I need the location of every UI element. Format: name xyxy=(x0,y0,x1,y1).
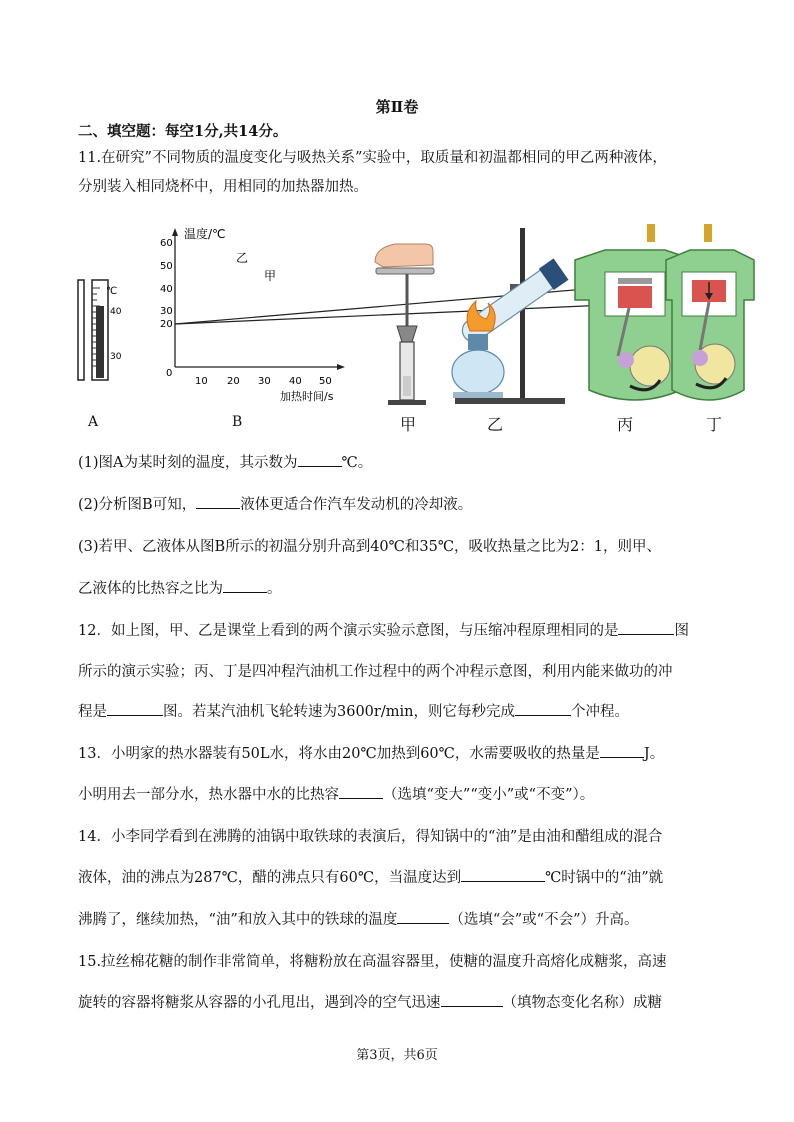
caption-a: A xyxy=(88,414,99,430)
q12-line1: 12．如上图，甲、乙是课堂上看到的两个演示实验示意图，与压缩冲程原理相同的是 图 xyxy=(78,619,689,640)
q12-line3: 程是 图。若某汽油机飞轮转速为3600r/min，则它每秒完成 个冲程。 xyxy=(78,700,629,721)
answer-blank[interactable] xyxy=(107,701,163,716)
q14-line2: 液体，油的沸点为287℃，醋的沸点只有60℃，当温度达到 ℃时锅中的“油”就 xyxy=(78,866,663,887)
answer-blank[interactable] xyxy=(298,452,342,467)
q11-part3-line1: (3)若甲、乙液体从图B所示的初温分别升高到40℃和35℃，吸收热量之比为2：1，则甲、 xyxy=(78,539,661,555)
thermometer-tick-30: 30 xyxy=(110,352,122,362)
xtick-50: 50 xyxy=(319,376,332,387)
caption-yi: 乙 xyxy=(487,415,504,434)
ytick-30: 30 xyxy=(160,306,173,317)
xtick-10: 10 xyxy=(195,376,208,387)
answer-blank[interactable] xyxy=(397,909,449,924)
flame-icon xyxy=(467,301,495,331)
ytick-0: 0 xyxy=(166,368,173,379)
ytick-40: 40 xyxy=(160,284,173,295)
q14-line1: 14．小李同学看到在沸腾的油锅中取铁球的表演后，得知锅中的“油”是由油和醋组成的混合 xyxy=(78,829,663,845)
q15-line2: 旋转的容器将糖浆从容器的小孔甩出，遇到冷的空气迅速 （填物态变化名称）成糖 xyxy=(78,991,662,1012)
ytick-50: 50 xyxy=(160,261,173,272)
answer-blank[interactable] xyxy=(618,620,674,635)
q11-part3-line2: 乙液体的比热容之比为 。 xyxy=(78,577,282,598)
thermometer-tick-40: 40 xyxy=(110,307,122,317)
test-tube-heating-figure xyxy=(452,228,568,404)
caption-b: B xyxy=(232,414,243,430)
series-label-yi: 乙 xyxy=(236,251,249,265)
page-footer: 第3页，共6页 xyxy=(356,1048,438,1063)
q14-line3: 沸腾了，继续加热，“油”和放入其中的铁球的温度 （选填“会”或“不会”）升高。 xyxy=(78,908,638,929)
thermometer-figure xyxy=(78,280,122,380)
q13-line2: 小明用去一部分水，热水器中水的比热容 （选填“变大”“变小”或“不变”）。 xyxy=(78,783,594,804)
figures-row xyxy=(70,216,740,436)
caption-bing: 丙 xyxy=(617,415,634,434)
xtick-20: 20 xyxy=(227,376,240,387)
q15-line1: 15.拉丝棉花糖的制作非常简单，将糖粉放在高温容器里，使糖的温度升高熔化成糖浆，高速 xyxy=(78,954,667,970)
xtick-40: 40 xyxy=(289,376,302,387)
answer-blank[interactable] xyxy=(339,784,383,799)
graph-ylabel: 温度/℃ xyxy=(184,227,226,241)
xtick-30: 30 xyxy=(258,376,271,387)
q11-part2: (2)分析图B可知， 液体更适合作汽车发动机的冷却液。 xyxy=(78,493,472,514)
q11-intro-line2: 分别装入相同烧杯中，用相同的加热器加热。 xyxy=(78,179,368,195)
graph-xlabel: 加热时间/s xyxy=(280,390,334,403)
q11-part1: (1)图A为某时刻的温度，其示数为 ℃。 xyxy=(78,451,372,472)
section-heading: 二、填空题：每空1分,共14分。 xyxy=(78,123,288,140)
answer-blank[interactable] xyxy=(515,701,571,716)
q12-line2: 所示的演示实验；丙、丁是四冲程汽油机工作过程中的两个冲程示意图，利用内能来做功的冲 xyxy=(78,664,673,680)
answer-blank[interactable] xyxy=(223,578,267,593)
ytick-60: 60 xyxy=(160,238,173,249)
q13-line1: 13．小明家的热水器装有50L水，将水由20℃加热到60℃，水需要吸收的热量是 J。 xyxy=(78,742,664,763)
answer-blank[interactable] xyxy=(600,743,644,758)
ytick-20: 20 xyxy=(160,319,173,330)
engine-stroke-figure-ding xyxy=(660,220,760,416)
piston-apparatus-figure xyxy=(375,244,434,405)
series-label-jia: 甲 xyxy=(264,269,277,283)
hand-icon xyxy=(375,244,433,267)
thermometer-unit: ℃ xyxy=(106,286,118,297)
caption-jia: 甲 xyxy=(400,415,417,434)
answer-blank[interactable] xyxy=(196,494,240,509)
caption-ding: 丁 xyxy=(706,415,723,434)
answer-blank[interactable] xyxy=(441,992,503,1007)
section-title: 第Ⅱ卷 xyxy=(375,98,419,116)
answer-blank[interactable] xyxy=(461,867,545,882)
q11-intro-line1: 11.在研究”不同物质的温度变化与吸热关系”实验中，取质量和初温都相同的甲乙两种液体， xyxy=(78,150,667,166)
